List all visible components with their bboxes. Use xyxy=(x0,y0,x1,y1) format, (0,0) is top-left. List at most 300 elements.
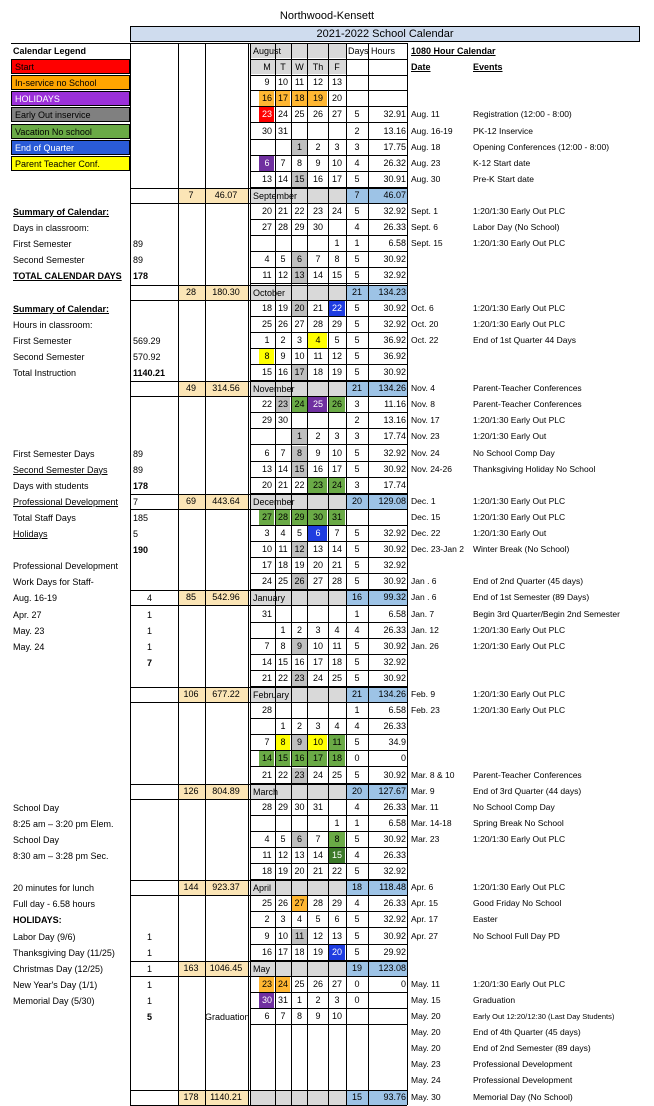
calendar-day: 20 xyxy=(331,93,342,104)
event-description: Parent-Teacher Conferences xyxy=(473,769,582,780)
calendar-day: 12 xyxy=(312,77,323,88)
calendar-day: 7 xyxy=(280,447,286,458)
grid-line xyxy=(11,43,407,44)
calendar-day: 6 xyxy=(315,528,321,538)
grid-line xyxy=(368,43,369,1105)
event-date: Mar. 9 xyxy=(411,785,435,796)
summary-days-value: 89 xyxy=(133,255,144,266)
cumulative-days: 126 xyxy=(183,785,199,796)
event-date: Aug. 23 xyxy=(411,157,441,168)
month-hours-total: 134.23 xyxy=(378,286,406,297)
calendar-day: 5 xyxy=(334,334,340,345)
week-hours-count: 13.16 xyxy=(383,125,406,136)
calendar-day: 10 xyxy=(312,737,323,748)
calendar-day: 27 xyxy=(261,511,272,522)
summary-days-label: TOTAL CALENDAR DAYS xyxy=(13,271,122,282)
holiday-value: 5 xyxy=(147,1012,153,1022)
calendar-day: 8 xyxy=(296,1011,302,1021)
cumulative-hours: 1046.45 xyxy=(209,962,243,973)
calendar-day: 11 xyxy=(332,640,342,651)
calendar-day: 27 xyxy=(294,898,305,909)
event-description: 1:20/1:30 Early Out PLC xyxy=(473,302,566,313)
month-hours-total: 118.48 xyxy=(379,882,406,893)
legend-item: Vacation No school xyxy=(11,124,130,139)
month-name: February xyxy=(253,690,290,700)
calendar-day: 15 xyxy=(294,173,305,184)
calendar-day: 13 xyxy=(261,463,272,474)
week-days-count: 3 xyxy=(354,399,360,410)
staff-days-label: Second Semester Days xyxy=(13,464,108,475)
month-days-total: 21 xyxy=(351,286,362,297)
event-date: Aug. 11 xyxy=(411,109,440,120)
calendar-day xyxy=(291,816,308,831)
week-hours-count: 26.33 xyxy=(383,850,406,860)
calendar-day: 18 xyxy=(331,656,342,667)
staff-days-value: 89 xyxy=(133,448,144,459)
event-date: Apr. 6 xyxy=(411,882,434,893)
calendar-day xyxy=(259,719,275,734)
calendar-day xyxy=(275,429,291,444)
week-days-count xyxy=(346,75,368,90)
month-days-total: 15 xyxy=(351,1091,362,1102)
calendar-day: 7 xyxy=(315,254,321,265)
calendar-day: 19 xyxy=(277,302,288,313)
event-description: Parent-Teacher Conferences xyxy=(473,383,582,394)
school-day-text: 8:30 am – 3:28 pm Sec. xyxy=(13,851,109,861)
calendar-day: 18 xyxy=(294,946,305,957)
calendar-day xyxy=(308,816,328,831)
week-hours-count: 32.92 xyxy=(383,656,406,667)
grid-line xyxy=(130,687,407,688)
events-column-header: Events xyxy=(473,62,503,73)
pd-value: 1 xyxy=(147,609,153,620)
calendar-day: 20 xyxy=(294,302,305,313)
calendar-day: 16 xyxy=(261,946,272,957)
summary-heading-days: Summary of Calendar: xyxy=(13,207,110,217)
week-hours-count: 26.33 xyxy=(383,222,406,233)
calendar-day: 11 xyxy=(262,270,272,281)
calendar-day xyxy=(291,124,308,139)
event-date: Mar. 23 xyxy=(411,833,440,844)
week-hours-count: 32.91 xyxy=(383,109,406,120)
calendar-day xyxy=(259,140,275,155)
week-hours-count: 30.92 xyxy=(383,302,406,313)
weekday-header: M xyxy=(263,62,271,73)
grid-line xyxy=(130,702,407,703)
calendar-day: 11 xyxy=(313,350,323,361)
event-description: 1:20/1:30 Early Out PLC xyxy=(473,833,566,844)
event-date: Nov. 24-26 xyxy=(411,463,452,474)
week-hours-count: 30.92 xyxy=(383,544,406,555)
calendar-day: 25 xyxy=(277,576,288,587)
calendar-day: 13 xyxy=(331,77,342,88)
grid-line xyxy=(130,880,407,881)
calendar-day: 26 xyxy=(277,898,288,909)
event-description: Begin 3rd Quarter/Begin 2nd Semester xyxy=(473,608,620,619)
month-name: September xyxy=(253,190,298,201)
calendar-day: 31 xyxy=(312,801,323,812)
calendar-day: 4 xyxy=(280,528,286,538)
calendar-day: 22 xyxy=(277,769,288,780)
calendar-day: 19 xyxy=(312,93,323,104)
week-hours-count: 6.58 xyxy=(388,817,406,828)
calendar-day: 14 xyxy=(277,463,288,474)
grid-line xyxy=(130,494,407,495)
calendar-day: 17 xyxy=(294,367,305,377)
event-date: Oct. 22 xyxy=(411,334,439,345)
event-date: May. 20 xyxy=(411,1043,441,1054)
event-description: 1:20/1:30 Early Out PLC xyxy=(473,640,566,651)
calendar-day: 3 xyxy=(334,431,340,442)
calendar-day xyxy=(259,623,275,638)
calendar-day: 11 xyxy=(278,544,288,555)
week-days-count: 5 xyxy=(354,270,360,281)
calendar-day: 6 xyxy=(334,914,340,925)
calendar-day: 12 xyxy=(277,270,288,281)
event-description: Spring Break No School xyxy=(473,817,564,828)
calendar-day: 26 xyxy=(277,318,288,329)
summary-heading-hours: Summary of Calendar: xyxy=(13,303,110,314)
grid-line xyxy=(130,590,407,591)
grid-line xyxy=(130,203,407,204)
pd-value: 4 xyxy=(147,593,153,604)
calendar-day: 9 xyxy=(315,157,321,168)
grid-line xyxy=(130,381,407,382)
calendar-day: 24 xyxy=(331,206,342,216)
calendar-day: 10 xyxy=(277,77,288,88)
calendar-day xyxy=(275,236,291,251)
week-days-count: 5 xyxy=(354,656,360,667)
staff-days-value: 178 xyxy=(133,480,149,491)
calendar-day: 31 xyxy=(277,125,288,136)
calendar-day: 28 xyxy=(312,898,323,909)
calendar-day: 8 xyxy=(334,254,340,265)
calendar-day: 26 xyxy=(312,978,323,989)
calendar-day: 3 xyxy=(296,334,302,345)
week-days-count: 0 xyxy=(354,978,360,989)
calendar-day xyxy=(308,236,328,251)
week-hours-count: 6.58 xyxy=(388,608,406,619)
calendar-day: 4 xyxy=(264,254,270,265)
calendar-day: 13 xyxy=(331,930,342,941)
calendar-day: 16 xyxy=(312,173,323,184)
week-days-count xyxy=(346,510,368,525)
calendar-day: 7 xyxy=(264,640,270,651)
calendar-day: 30 xyxy=(312,222,323,233)
calendar-day: 8 xyxy=(334,833,340,844)
week-hours-count xyxy=(368,510,406,525)
grid-line xyxy=(130,1090,407,1091)
calendar-day: 16 xyxy=(294,656,305,667)
calendar-day: 31 xyxy=(331,511,342,522)
staff-days-value: 7 xyxy=(133,496,139,507)
calendar-day: 9 xyxy=(296,640,302,651)
school-day-text: Full day - 6.58 hours xyxy=(13,899,96,910)
week-hours-count: 6.58 xyxy=(388,705,406,716)
week-hours-count: 26.33 xyxy=(383,801,406,812)
calendar-day: 22 xyxy=(294,206,305,216)
week-days-count: 5 xyxy=(354,640,360,651)
legend-item: Parent Teacher Conf. xyxy=(11,156,130,171)
week-hours-count: 17.74 xyxy=(383,431,406,442)
month-hours-total: 46.07 xyxy=(383,189,406,200)
calendar-day: 10 xyxy=(294,350,305,361)
pd-label: Apr. 27 xyxy=(13,609,42,620)
week-hours-count: 36.92 xyxy=(383,334,406,345)
calendar-day: 28 xyxy=(261,705,272,716)
calendar-day: 5 xyxy=(296,528,302,538)
grid-line xyxy=(250,59,407,60)
calendar-day: 9 xyxy=(264,930,270,941)
grid-line xyxy=(130,961,407,962)
month-name: December xyxy=(253,496,295,507)
calendar-day xyxy=(328,413,346,428)
event-description: 1:20/1:30 Early Out xyxy=(473,528,547,538)
event-description: End of 2nd Quarter (45 days) xyxy=(473,576,584,587)
week-days-count: 1 xyxy=(354,238,360,249)
calendar-day: 19 xyxy=(331,367,342,377)
hour-calendar-title: 1080 Hour Calendar xyxy=(411,46,496,56)
calendar-day: 20 xyxy=(261,479,272,490)
calendar-day: 23 xyxy=(277,399,288,410)
calendar-day: 28 xyxy=(312,318,323,329)
calendar-day: 14 xyxy=(312,850,323,860)
event-description: End of 1st Quarter 44 Days xyxy=(473,334,576,345)
pd-value: 1 xyxy=(147,625,153,636)
calendar-day: 7 xyxy=(280,1011,286,1021)
legend-heading: Calendar Legend xyxy=(13,46,87,56)
week-days-count: 3 xyxy=(354,479,360,490)
calendar-day: 24 xyxy=(312,672,323,683)
calendar-day: 10 xyxy=(261,544,272,555)
week-hours-count: 30.92 xyxy=(383,930,406,941)
event-description: 1:20/1:30 Early Out PLC xyxy=(473,624,566,635)
week-days-count: 5 xyxy=(354,367,360,377)
week-hours-count: 32.92 xyxy=(383,914,406,925)
calendar-day: 28 xyxy=(277,511,288,522)
calendar-day: 11 xyxy=(332,737,342,748)
days-column-header: Days xyxy=(348,46,369,56)
calendar-day: 4 xyxy=(315,334,321,345)
cumulative-days: 106 xyxy=(183,689,199,699)
calendar-day xyxy=(275,140,291,155)
calendar-day: 12 xyxy=(294,544,305,555)
event-description: 1:20/1:30 Early Out PLC xyxy=(473,238,566,249)
calendar-day: 1 xyxy=(264,334,270,345)
calendar-day: 26 xyxy=(312,109,323,120)
month-days-total: 20 xyxy=(351,785,362,796)
grid-line xyxy=(130,784,407,785)
event-description: Easter xyxy=(473,914,498,925)
calendar-day: 2 xyxy=(315,141,321,152)
calendar-day: 14 xyxy=(261,656,272,667)
summary-hours-label: Hours in classroom: xyxy=(13,319,93,330)
calendar-day: 6 xyxy=(264,157,270,168)
week-days-count: 3 xyxy=(354,431,360,442)
calendar-day: 23 xyxy=(261,109,272,120)
event-description: Thanksgiving Holiday No School xyxy=(473,463,596,474)
event-description: Opening Conferences (12:00 - 8:00) xyxy=(473,141,610,152)
week-hours-count: 26.32 xyxy=(383,157,406,168)
grid-line xyxy=(407,43,408,1105)
calendar-day xyxy=(291,236,308,251)
week-days-count: 4 xyxy=(354,801,360,812)
event-date: Oct. 20 xyxy=(411,318,439,329)
event-date: May. 15 xyxy=(411,994,441,1005)
calendar-day: 3 xyxy=(315,721,321,732)
pd-value: 7 xyxy=(147,657,153,668)
week-days-count: 3 xyxy=(354,141,360,152)
calendar-day: 2 xyxy=(296,624,302,635)
event-date: Nov. 24 xyxy=(411,447,440,458)
calendar-day: 21 xyxy=(312,866,323,877)
week-hours-count xyxy=(368,993,406,1008)
holiday-label: Thanksgiving Day (11/25) xyxy=(13,947,115,958)
calendar-day: 20 xyxy=(312,560,323,571)
event-description: Registration (12:00 - 8:00) xyxy=(473,109,572,120)
school-day-text: School Day xyxy=(13,834,60,845)
legend-item: Early Out inservice xyxy=(11,107,130,122)
event-description: No School Comp Day xyxy=(473,801,555,812)
month-label-august: August xyxy=(253,46,282,56)
calendar-day: 16 xyxy=(312,463,323,474)
calendar-day: 29 xyxy=(277,801,288,812)
grid-line xyxy=(130,396,407,397)
grid-line xyxy=(130,1105,407,1106)
event-date: Jan . 6 xyxy=(411,592,437,603)
calendar-day xyxy=(328,703,346,718)
calendar-day: 7 xyxy=(280,157,286,168)
staff-days-value: 185 xyxy=(133,512,149,523)
calendar-day: 24 xyxy=(294,399,305,410)
calendar-day: 27 xyxy=(294,318,305,329)
week-days-count: 5 xyxy=(354,350,360,361)
event-description: End of 3rd Quarter (44 days) xyxy=(473,785,582,796)
calendar-day: 23 xyxy=(294,672,305,683)
calendar-day xyxy=(259,236,275,251)
event-description: K-12 Start date xyxy=(473,157,531,168)
calendar-day: 23 xyxy=(312,206,323,216)
calendar-day: 27 xyxy=(261,222,272,233)
calendar-day: 8 xyxy=(296,447,302,458)
event-description: 1:20/1:30 Early Out PLC xyxy=(473,705,566,716)
calendar-day: 18 xyxy=(312,367,323,377)
week-days-count: 2 xyxy=(354,415,360,426)
calendar-day: 25 xyxy=(331,769,342,780)
staff-days-label: Professional Development xyxy=(13,496,119,507)
calendar-day: 29 xyxy=(331,898,342,909)
calendar-day: 22 xyxy=(261,399,272,410)
event-date: May. 24 xyxy=(411,1075,441,1086)
event-date: Jan . 6 xyxy=(411,576,437,587)
calendar-day: 4 xyxy=(334,721,340,732)
calendar-day: 2 xyxy=(280,334,286,345)
calendar-year-title: 2021-2022 School Calendar xyxy=(130,26,640,42)
week-hours-count: 30.92 xyxy=(383,576,406,587)
calendar-day: 5 xyxy=(315,914,321,925)
week-days-count: 1 xyxy=(354,608,360,619)
calendar-day: 1 xyxy=(280,721,286,732)
calendar-day: 26 xyxy=(331,399,342,410)
calendar-day: 17 xyxy=(331,463,342,474)
week-hours-count: 30.92 xyxy=(383,672,406,683)
grid-line xyxy=(130,509,407,510)
event-description: End of 1st Semester (89 Days) xyxy=(473,592,590,603)
calendar-day: 21 xyxy=(277,479,288,490)
calendar-day: 7 xyxy=(315,833,321,844)
event-description: No School Comp Day xyxy=(473,447,555,458)
week-hours-count: 26.33 xyxy=(383,721,406,732)
calendar-day: 1 xyxy=(296,994,302,1005)
calendar-day: 10 xyxy=(331,447,342,458)
event-date: Dec. 1 xyxy=(411,495,436,506)
calendar-day: 30 xyxy=(261,125,272,136)
legend-item: HOLIDAYS xyxy=(11,91,130,106)
holiday-label: Memorial Day (5/30) xyxy=(13,995,95,1006)
event-date: Mar. 11 xyxy=(411,801,439,812)
event-date: May. 20 xyxy=(411,1011,441,1021)
calendar-day: 22 xyxy=(331,866,342,877)
month-hours-total: 127.67 xyxy=(378,785,406,796)
calendar-day: 19 xyxy=(294,560,305,571)
calendar-day: 28 xyxy=(277,222,288,233)
event-description: Labor Day (No School) xyxy=(473,222,560,233)
event-date: May. 30 xyxy=(411,1091,441,1102)
pd-label: Aug. 16-19 xyxy=(13,593,58,604)
calendar-day: 9 xyxy=(296,737,302,748)
calendar-day: 15 xyxy=(331,850,342,860)
event-description: 1:20/1:30 Early Out PLC xyxy=(473,689,566,699)
week-days-count: 5 xyxy=(354,334,360,345)
pd-value: 1 xyxy=(147,641,153,652)
month-days-total: 7 xyxy=(354,189,360,200)
calendar-day: 2 xyxy=(296,721,302,732)
week-hours-count: 32.92 xyxy=(383,447,406,458)
event-date: Nov. 17 xyxy=(411,415,440,426)
legend-item: Start xyxy=(11,59,130,74)
event-date: May. 23 xyxy=(411,1059,441,1070)
grid-line xyxy=(130,976,407,977)
event-date: Aug. 18 xyxy=(411,141,441,152)
calendar-day: 17 xyxy=(277,946,288,957)
calendar-day: 20 xyxy=(331,946,342,957)
summary-days-label: Second Semester xyxy=(13,255,85,266)
calendar-day xyxy=(328,124,346,139)
event-description: Good Friday No School xyxy=(473,898,562,909)
event-description: 1:20/1:30 Early Out PLC xyxy=(473,206,566,216)
calendar-day: 29 xyxy=(294,511,305,522)
calendar-day: 11 xyxy=(262,850,272,860)
week-days-count: 5 xyxy=(354,833,360,844)
event-description: 1:20/1:30 Early Out PLC xyxy=(473,978,566,989)
week-days-count: 5 xyxy=(354,946,360,957)
calendar-day: 6 xyxy=(296,254,302,265)
week-hours-count: 11.16 xyxy=(384,399,406,410)
month-header-bg xyxy=(250,1090,346,1105)
week-days-count: 5 xyxy=(354,544,360,555)
calendar-day: 16 xyxy=(294,753,305,764)
event-date: Feb. 9 xyxy=(411,689,436,699)
event-date: Dec. 23-Jan 2 xyxy=(411,544,464,555)
calendar-day xyxy=(328,607,346,622)
event-date: Aug. 16-19 xyxy=(411,125,453,136)
calendar-day: 17 xyxy=(261,560,272,571)
calendar-day: 3 xyxy=(315,624,321,635)
week-days-count: 5 xyxy=(354,866,360,877)
week-hours-count: 30.92 xyxy=(383,367,406,377)
summary-days-label: Days in classroom: xyxy=(13,223,90,234)
week-hours-count: 32.92 xyxy=(383,528,406,538)
